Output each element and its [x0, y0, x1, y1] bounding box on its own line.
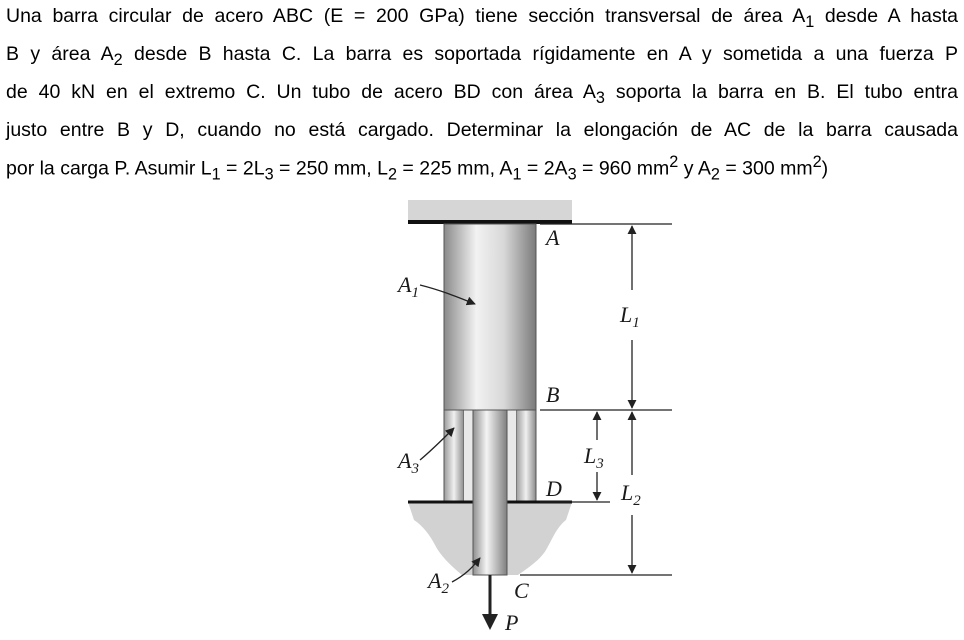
text-run: = 225 mm, A — [397, 157, 513, 180]
bar-segment-ab — [444, 224, 536, 410]
text-run: ) — [821, 157, 829, 180]
superscript: 2 — [812, 152, 822, 171]
subscript: 2 — [387, 165, 397, 184]
bar-segment-bc — [473, 410, 507, 575]
text-run: = 2L — [220, 157, 265, 180]
subscript: 3 — [264, 165, 274, 184]
label-a: A — [546, 225, 560, 250]
label-a1: $A_1$ — [398, 272, 419, 301]
text-run: = 300 mm — [719, 157, 813, 180]
text-run: justo entre B y D, cuando no está cargado. Determinar la elongación de AC de la barra causada — [6, 118, 958, 141]
label-b: B — [546, 382, 560, 407]
subscript: 1 — [805, 12, 815, 31]
label-c: C — [514, 578, 529, 603]
subscript: 1 — [512, 165, 522, 184]
top-support — [408, 200, 572, 224]
label-l1: $L_1$ — [620, 302, 640, 331]
text-run: por la carga P. Asumir L — [6, 157, 212, 180]
text-run: B y área A — [6, 42, 114, 65]
label-l2: $L_2$ — [621, 480, 641, 509]
label-l3: $L_3$ — [584, 443, 604, 472]
load-arrow-p — [482, 575, 498, 630]
subscript: 2 — [710, 165, 720, 184]
subscript: 1 — [211, 165, 221, 184]
label-p: P — [505, 610, 519, 635]
subscript: 2 — [113, 50, 123, 69]
text-run: = 2A — [521, 157, 568, 180]
subscript: 3 — [567, 165, 577, 184]
text-run: desde B hasta C. La barra es soportada rígidamente en A y sometida a una fuerza P — [122, 42, 958, 65]
text-run: = 960 mm — [576, 157, 670, 180]
text-run: y A — [678, 157, 711, 180]
text-run: Una barra circular de acero ABC (E = 200 GPa) tiene sección transversal de área A — [6, 5, 806, 27]
text-run: de 40 kN en el extremo C. Un tubo de acero BD con área A — [6, 80, 596, 103]
text-run: desde A hasta — [814, 5, 958, 27]
text-run: soporta la barra en B. El tubo entra — [604, 80, 958, 103]
label-a2: $A_2$ — [428, 568, 449, 597]
text-run: = 250 mm, L — [273, 157, 388, 180]
label-d: D — [546, 476, 562, 501]
label-a3: $A_3$ — [398, 448, 419, 477]
subscript: 3 — [595, 88, 605, 107]
superscript: 2 — [669, 152, 679, 171]
